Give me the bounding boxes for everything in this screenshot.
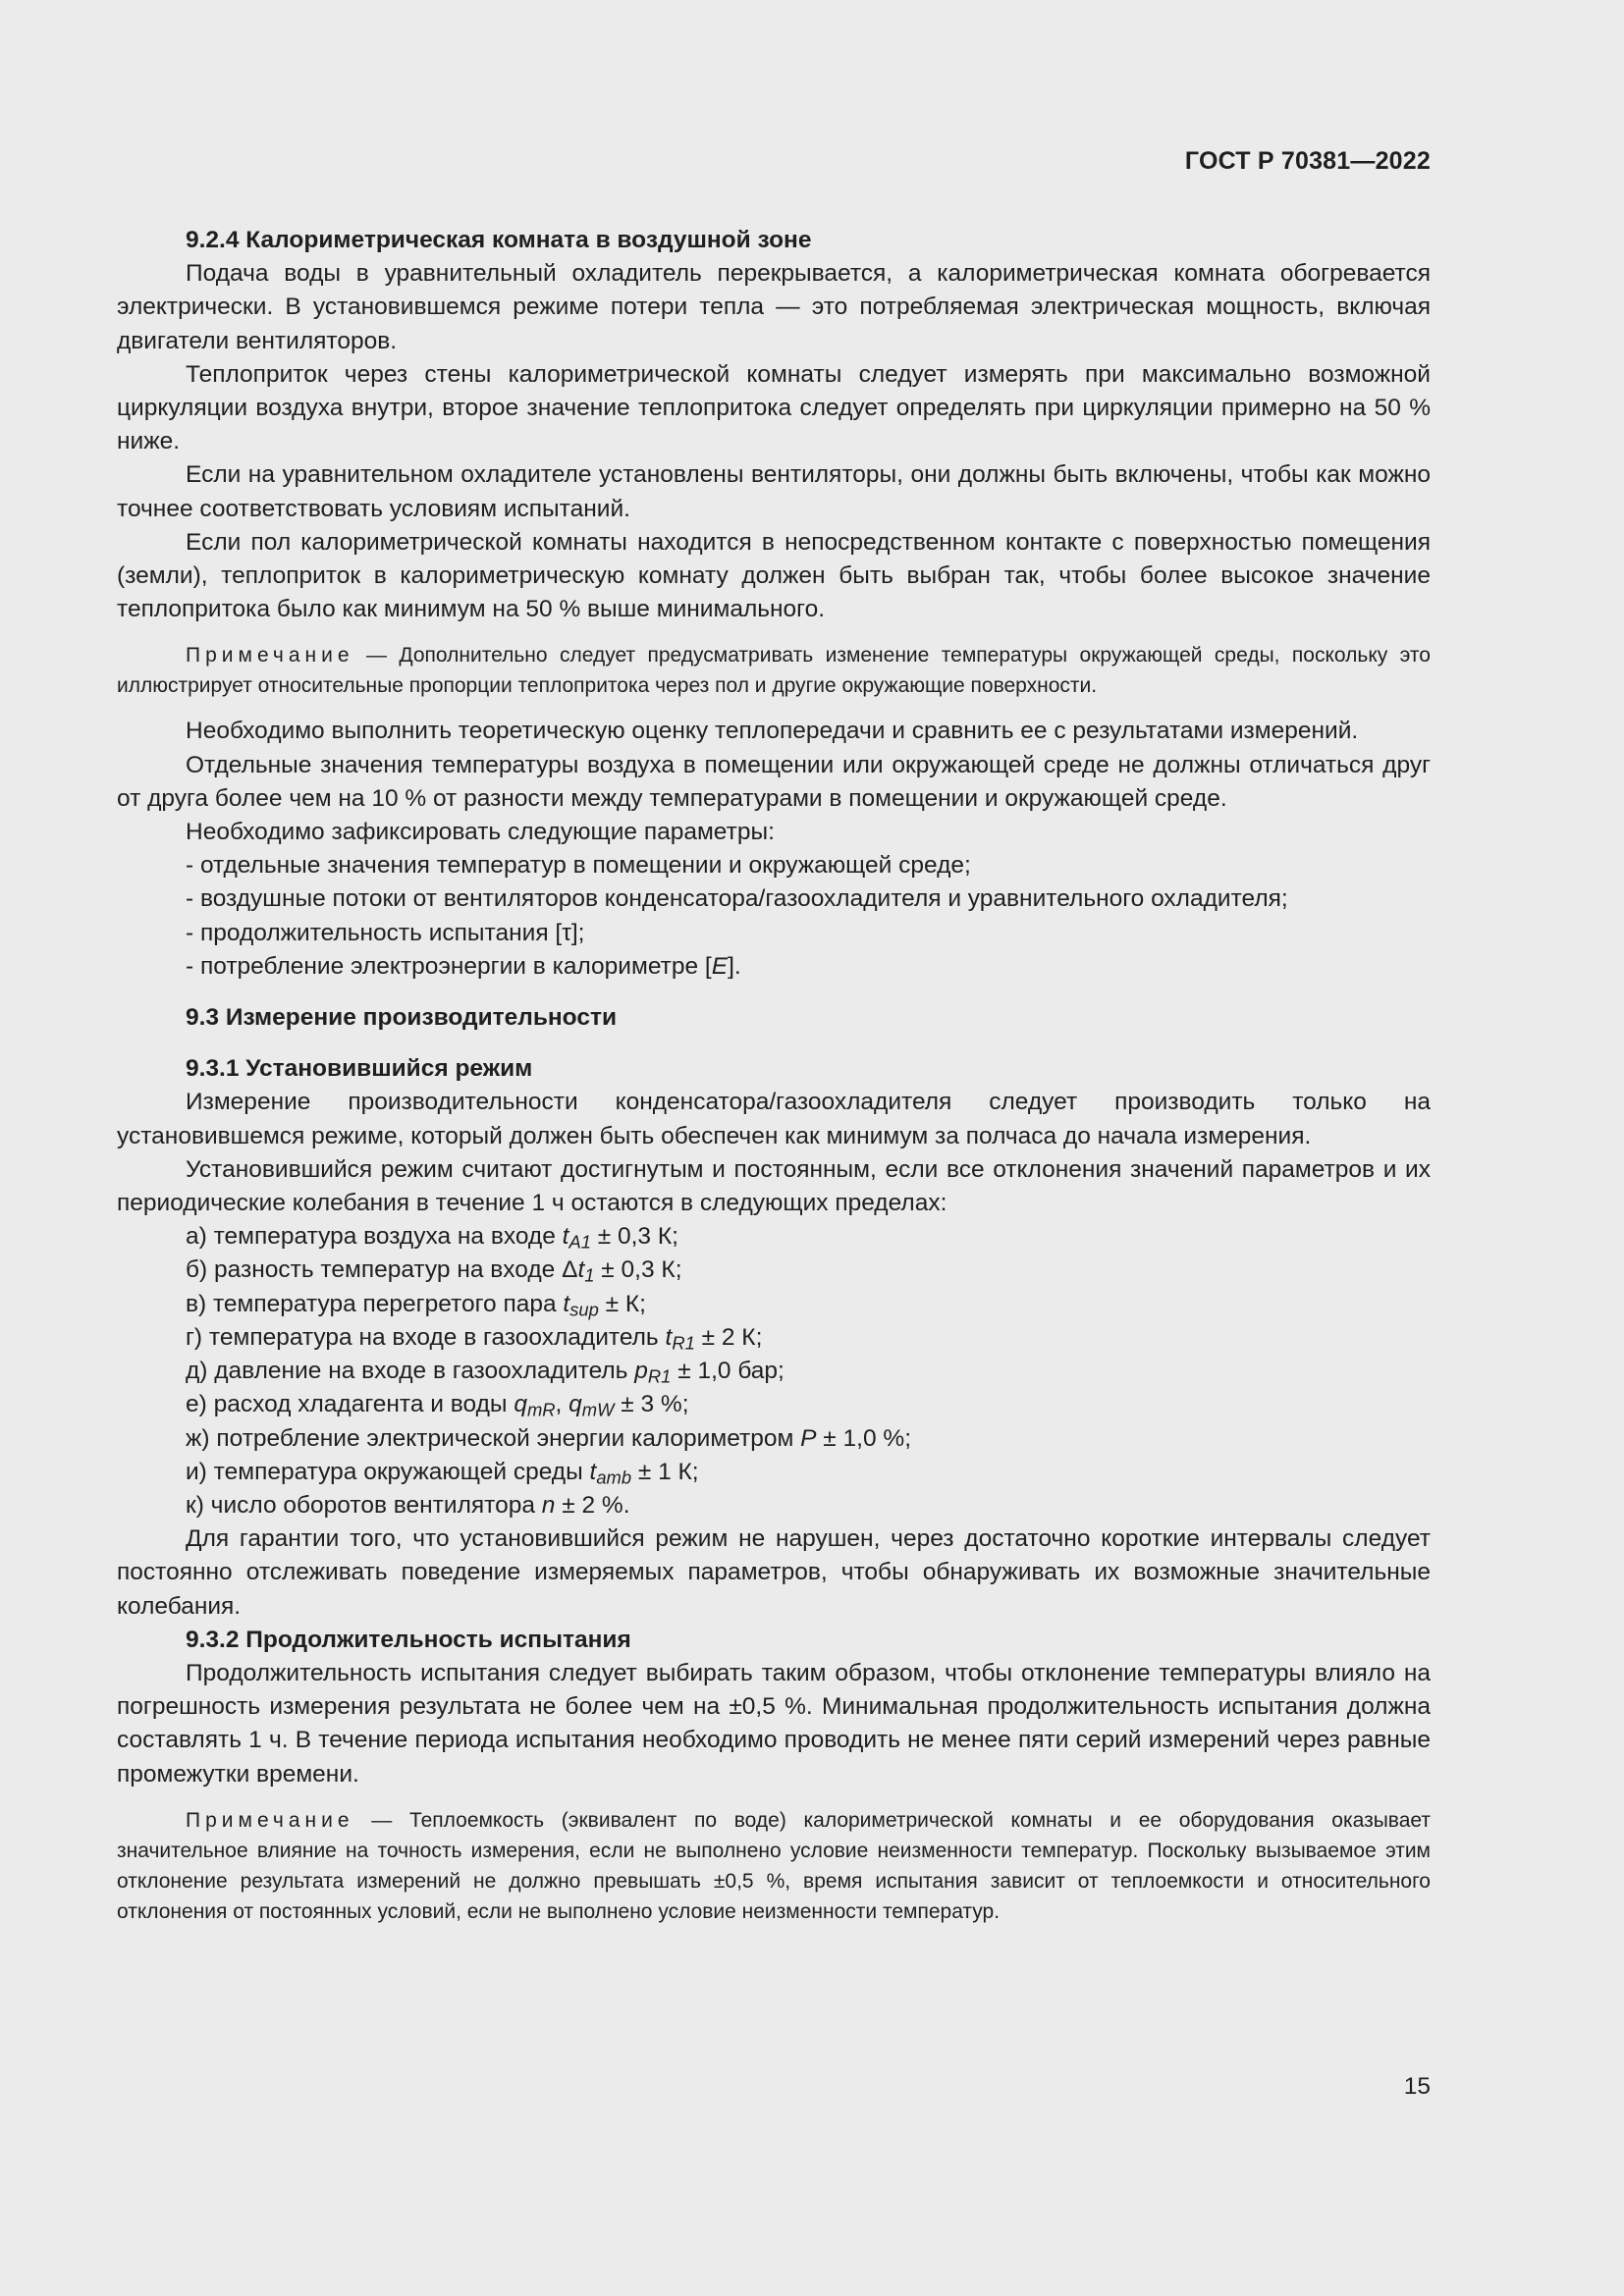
paragraph: Если на уравнительном охладителе установлены вентиляторы, они должны быть включены, чтобы как можно точнее соответствовать условиям испытаний. xyxy=(117,461,1431,522)
list-item: в) температура перегретого пара $t_{sup} \pm К$; xyxy=(186,1290,646,1320)
paragraph: Если пол калориметрической комнаты находится в непосредственном контакте с поверхностью помещения (земли), теплоприток в калориметрическую комнату должен быть выбран так, чтобы более высокое значение теплопритока было как минимум на 50 % выше минимального. xyxy=(117,528,1431,623)
page-content xyxy=(117,224,1431,1941)
note xyxy=(117,1805,1431,1927)
list-item: е) расход хладагента и воды $q_{mR}$, $q_{mW} \pm 3$ %; xyxy=(186,1391,689,1420)
section-heading-9-3-1: 9.3.1 Установившийся режим xyxy=(186,1055,533,1083)
paragraph: Необходимо выполнить теоретическую оценку теплопередачи и сравнить ее с результатами измерений. xyxy=(186,718,1359,745)
note-text: — Теплоемкость (эквивалент по воде) калориметрической комнаты и ее оборудования оказывает значительное влияние на точность измерения, если не выполнено условие неизменности температур. Поскольку вызываемое этим отклонение результата измерений не должно превышать ±0,5 %, время испытания зависит от теплоемкости и относительного отклонения от постоянных условий, если не выполнено условие неизменности температур. xyxy=(117,1808,1431,1923)
note-text: — Дополнительно следует предусматривать изменение температуры окружающей среды, поскольку это иллюстрирует относительные пропорции теплопритока через пол и другие окружающие поверхности. xyxy=(117,644,1431,698)
paragraph: Отдельные значения температуры воздуха в помещении или окружающей среде не должны отличаться друг от друга более чем на 10 % от разности между температурами в помещении и окружающей среде. xyxy=(117,751,1431,812)
paragraph: Измерение производительности конденсатора/газоохладителя следует производить только на установившемся режиме, который должен быть обеспечен как минимум за полчаса до начала измерения. xyxy=(117,1089,1431,1149)
paragraph: Необходимо зафиксировать следующие параметры: xyxy=(186,819,775,846)
section-heading-9-3-2: 9.3.2 Продолжительность испытания xyxy=(186,1626,631,1653)
note-label: Примечание xyxy=(186,644,354,667)
note-label: Примечание xyxy=(186,1808,354,1832)
list-item: г) температура на входе в газоохладитель $t_{R1} \pm 2$ К; xyxy=(186,1323,763,1354)
list-item: б) разность температур на входе $\Delta t_1 \pm 0,3$ К; xyxy=(186,1256,682,1287)
section-heading-9-2-4: 9.2.4 Калориметрическая комната в воздушной зоне xyxy=(186,227,812,253)
paragraph: Подача воды в уравнительный охладитель перекрывается, а калориметрическая комната обогревается электрически. В установившемся режиме потери тепла — это потребляемая электрическая мощность, включая двигатели вентиляторов. xyxy=(117,260,1431,354)
document-code: ГОСТ Р 70381—2022 xyxy=(1184,147,1431,175)
list-item: - воздушные потоки от вентиляторов конденсатора/газоохладителя и уравнительного охладителя; xyxy=(186,885,1288,913)
list-item: д) давление на входе в газоохладитель $p_{R1} \pm 1,0$ бар; xyxy=(186,1358,785,1387)
page-number: 15 xyxy=(1403,2073,1431,2100)
note xyxy=(117,640,1431,701)
list-item: а) температура воздуха на входе $t_{A1} \pm 0,3$ К; xyxy=(186,1223,678,1253)
list-item: ж) потребление электрической энергии калориметром P ± 1,0 %; xyxy=(186,1424,912,1452)
section-heading-9-3: 9.3 Измерение производительности xyxy=(186,1004,618,1032)
list-item: - потребление электроэнергии в калориметре [E]. xyxy=(186,952,741,980)
list-item: к) число оборотов вентилятора n ± 2 %. xyxy=(186,1491,630,1519)
list-item: - отдельные значения температур в помещении и окружающей среде; xyxy=(186,852,971,880)
paragraph: Для гарантии того, что установившийся режим не нарушен, через достаточно короткие интервалы следует постоянно отслеживать поведение измеряемых параметров, чтобы обнаруживать их возможные значительные колебания. xyxy=(117,1525,1431,1620)
paragraph: Теплоприток через стены калориметрической комнаты следует измерять при максимально возможной циркуляции воздуха внутри, второе значение теплопритока следует определять при циркуляции примерно на 50 % ниже. xyxy=(117,360,1431,455)
paragraph: Установившийся режим считают достигнутым и постоянным, если все отклонения значений параметров и их периодические колебания в течение 1 ч остаются в следующих пределах: xyxy=(117,1155,1431,1217)
paragraph: Продолжительность испытания следует выбирать таким образом, чтобы отклонение температуры влияло на погрешность измерения результата не более чем на ±0,5 %. Минимальная продолжительность испытания должна составлять 1 ч. В течение периода испытания необходимо проводить не менее пяти серий измерений через равные промежутки времени. xyxy=(117,1659,1431,1788)
list-item: и) температура окружающей среды $t_{amb} \pm 1$ К; xyxy=(186,1458,699,1488)
list-item: - продолжительность испытания [τ]; xyxy=(186,919,585,946)
